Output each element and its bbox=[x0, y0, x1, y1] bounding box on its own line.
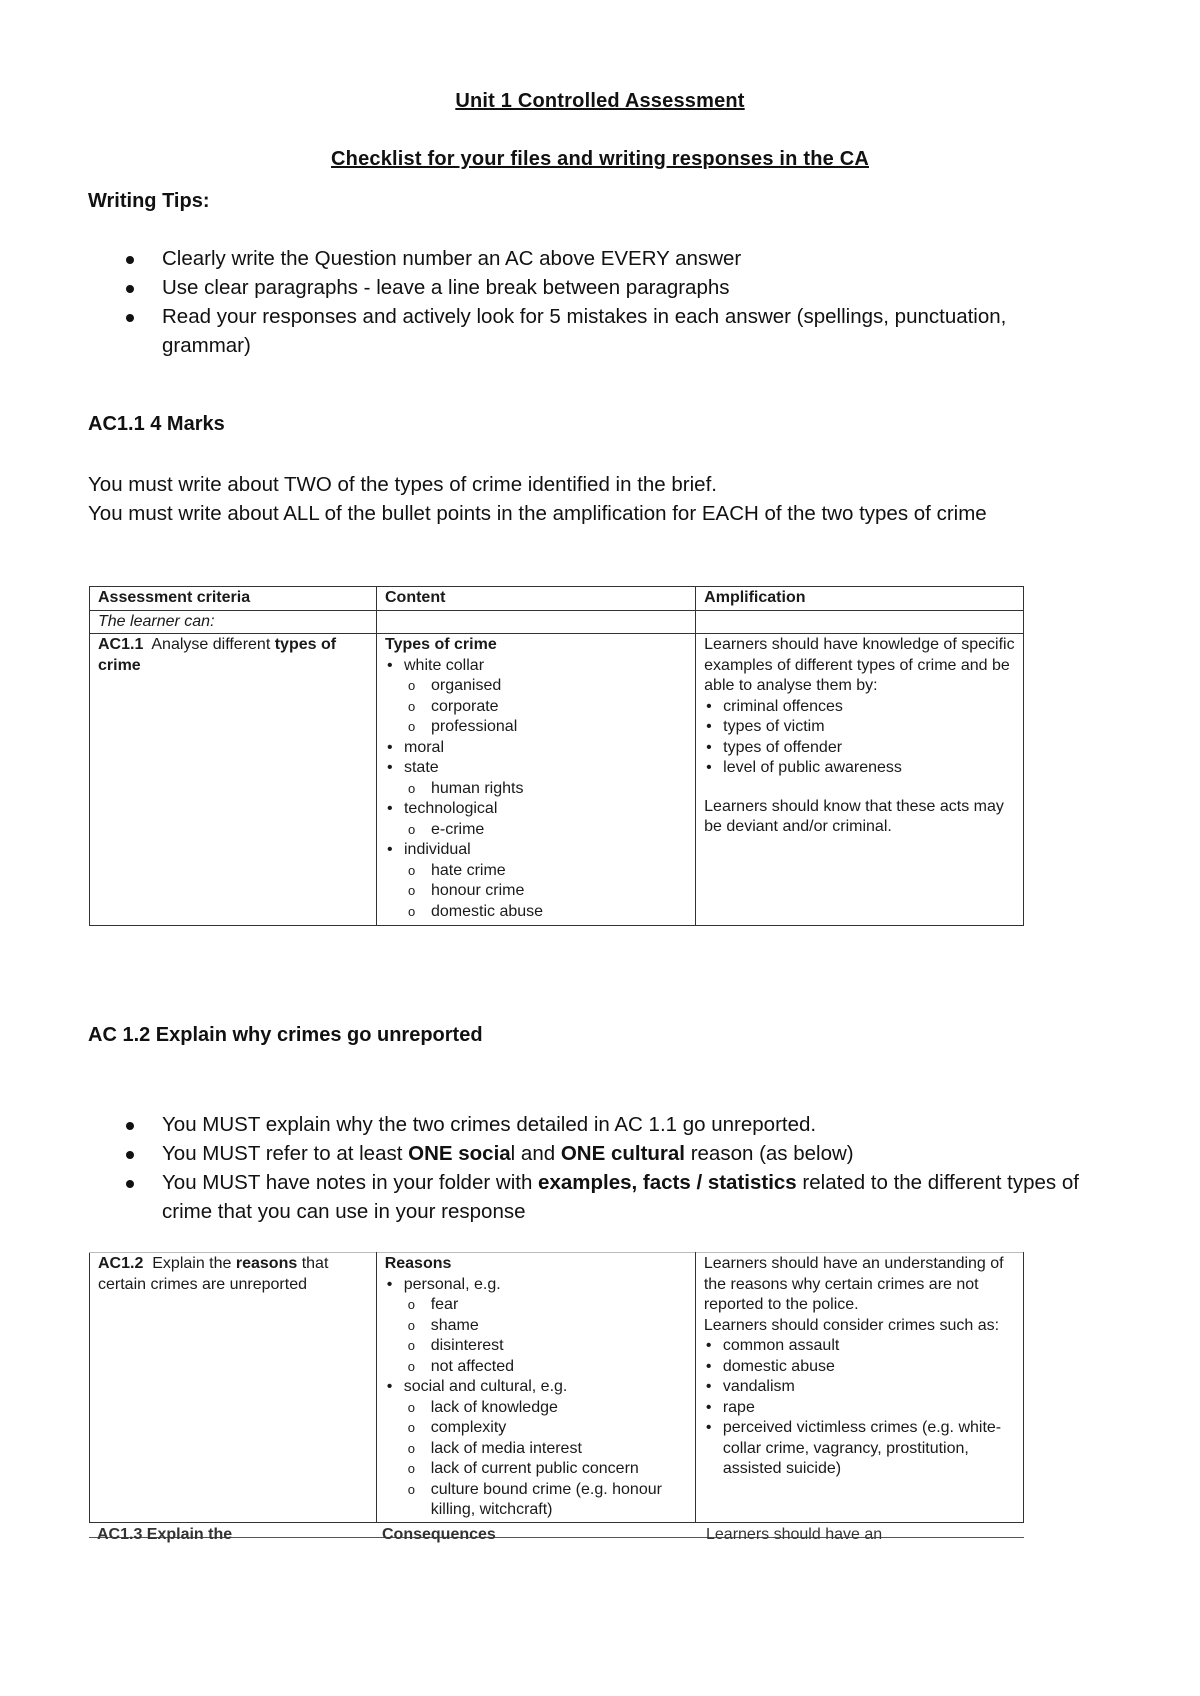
ac11-heading: AC1.1 4 Marks bbox=[88, 413, 225, 435]
ac12-heading: AC 1.2 Explain why crimes go unreported bbox=[88, 1024, 483, 1046]
ac11-paragraph: You must write about ALL of the bullet points in the amplification for EACH of the two types of crime bbox=[88, 502, 987, 525]
list-item: • personal, e.g. bbox=[385, 1275, 687, 1296]
list-item: • individual bbox=[385, 840, 687, 861]
list-item: Clearly write the Question number an AC above EVERY answer bbox=[88, 244, 1088, 273]
list-item: • state bbox=[385, 758, 687, 779]
list-item: • social and cultural, e.g. bbox=[385, 1377, 687, 1398]
table-cell bbox=[696, 610, 1024, 634]
table-cell: AC1.3 Explain the bbox=[97, 1526, 233, 1543]
table-cell bbox=[695, 1253, 1023, 1523]
criteria-text: Analyse different bbox=[151, 636, 271, 653]
list-item: You MUST refer to at least ONE social and ONE cultural reason (as below) bbox=[88, 1139, 1088, 1168]
list-item: • technological bbox=[385, 799, 687, 820]
table-cell: Learners should have an bbox=[706, 1526, 883, 1543]
table-cell bbox=[376, 1253, 695, 1523]
list-item: o professional bbox=[385, 717, 687, 738]
list-item: • level of public awareness bbox=[704, 758, 1015, 779]
list-item: o corporate bbox=[385, 697, 687, 718]
writing-tips-heading: Writing Tips: bbox=[88, 190, 210, 212]
list-item: o shame bbox=[385, 1316, 687, 1337]
criteria-code: AC1.1 bbox=[98, 636, 144, 653]
table-header: Assessment criteria bbox=[90, 587, 377, 611]
list-item: o disinterest bbox=[385, 1336, 687, 1357]
list-item: o culture bound crime (e.g. honour killing, witchcraft) bbox=[385, 1480, 687, 1521]
ac11-spec-table bbox=[89, 586, 1024, 926]
table-cell bbox=[696, 634, 1024, 926]
list-item: o lack of media interest bbox=[385, 1439, 687, 1460]
list-item: o human rights bbox=[385, 779, 687, 800]
ac12-requirements-list bbox=[88, 1110, 1088, 1226]
list-item: o e-crime bbox=[385, 820, 687, 841]
list-item: o honour crime bbox=[385, 881, 687, 902]
document-subtitle: Checklist for your files and writing responses in the CA bbox=[331, 148, 869, 170]
list-item: o domestic abuse bbox=[385, 902, 687, 923]
amplification-text: Learners should have an understanding of the reasons why certain crimes are not reported to the police. bbox=[703, 1255, 1004, 1313]
ac11-paragraph: You must write about TWO of the types of crime identified in the brief. bbox=[88, 473, 717, 496]
list-item: You MUST have notes in your folder with examples, facts / statistics related to the different types of crime that you can use in your response bbox=[88, 1168, 1088, 1226]
content-heading: Types of crime bbox=[384, 636, 497, 653]
writing-tips-list bbox=[88, 244, 1088, 360]
criteria-text-bold: types of crime bbox=[98, 636, 337, 674]
list-item: You MUST explain why the two crimes detailed in AC 1.1 go unreported. bbox=[88, 1110, 1088, 1139]
ac12-spec-table-crop bbox=[89, 1252, 1024, 1538]
amplification-intro: Learners should have knowledge of specific examples of different types of crime and be able to analyse them by: bbox=[704, 636, 1015, 694]
list-item: o fear bbox=[385, 1295, 687, 1316]
list-item: Use clear paragraphs - leave a line break between paragraphs bbox=[88, 273, 1088, 302]
list-item: • moral bbox=[385, 738, 687, 759]
list-item: • perceived victimless crimes (e.g. white-collar crime, vagrancy, prostitution, assisted suicide) bbox=[704, 1418, 1015, 1480]
table-cell: The learner can: bbox=[90, 610, 377, 634]
table-cell bbox=[376, 634, 695, 926]
content-heading: Reasons bbox=[384, 1255, 452, 1272]
next-row-fragment bbox=[89, 1526, 1024, 1546]
list-item: • white collar bbox=[385, 656, 687, 677]
document-title: Unit 1 Controlled Assessment bbox=[455, 90, 745, 112]
table-header: Amplification bbox=[696, 587, 1024, 611]
table-cell bbox=[376, 610, 695, 634]
list-item: o not affected bbox=[385, 1357, 687, 1378]
amplification-outro: Learners should know that these acts may be deviant and/or criminal. bbox=[704, 797, 1004, 835]
list-item: • rape bbox=[704, 1398, 1015, 1419]
list-item: o lack of knowledge bbox=[385, 1398, 687, 1419]
ac12-spec-table bbox=[89, 1252, 1024, 1523]
list-item: Read your responses and actively look for 5 mistakes in each answer (spellings, punctuation, grammar) bbox=[88, 302, 1088, 360]
table-header: Content bbox=[376, 587, 695, 611]
list-item: o hate crime bbox=[385, 861, 687, 882]
list-item: • criminal offences bbox=[704, 697, 1015, 718]
list-item: • vandalism bbox=[704, 1377, 1015, 1398]
list-item: • common assault bbox=[704, 1336, 1015, 1357]
list-item: o organised bbox=[385, 676, 687, 697]
list-item: o complexity bbox=[385, 1418, 687, 1439]
table-cell: Consequences bbox=[382, 1526, 496, 1543]
list-item: • domestic abuse bbox=[704, 1357, 1015, 1378]
list-item: o lack of current public concern bbox=[385, 1459, 687, 1480]
list-item: • types of offender bbox=[704, 738, 1015, 759]
list-item: • types of victim bbox=[704, 717, 1015, 738]
table-cell: AC1.2 Explain the reasons that certain crimes are unreported bbox=[90, 1253, 377, 1523]
table-cell bbox=[90, 634, 377, 926]
amplification-text: Learners should consider crimes such as: bbox=[703, 1316, 1000, 1334]
